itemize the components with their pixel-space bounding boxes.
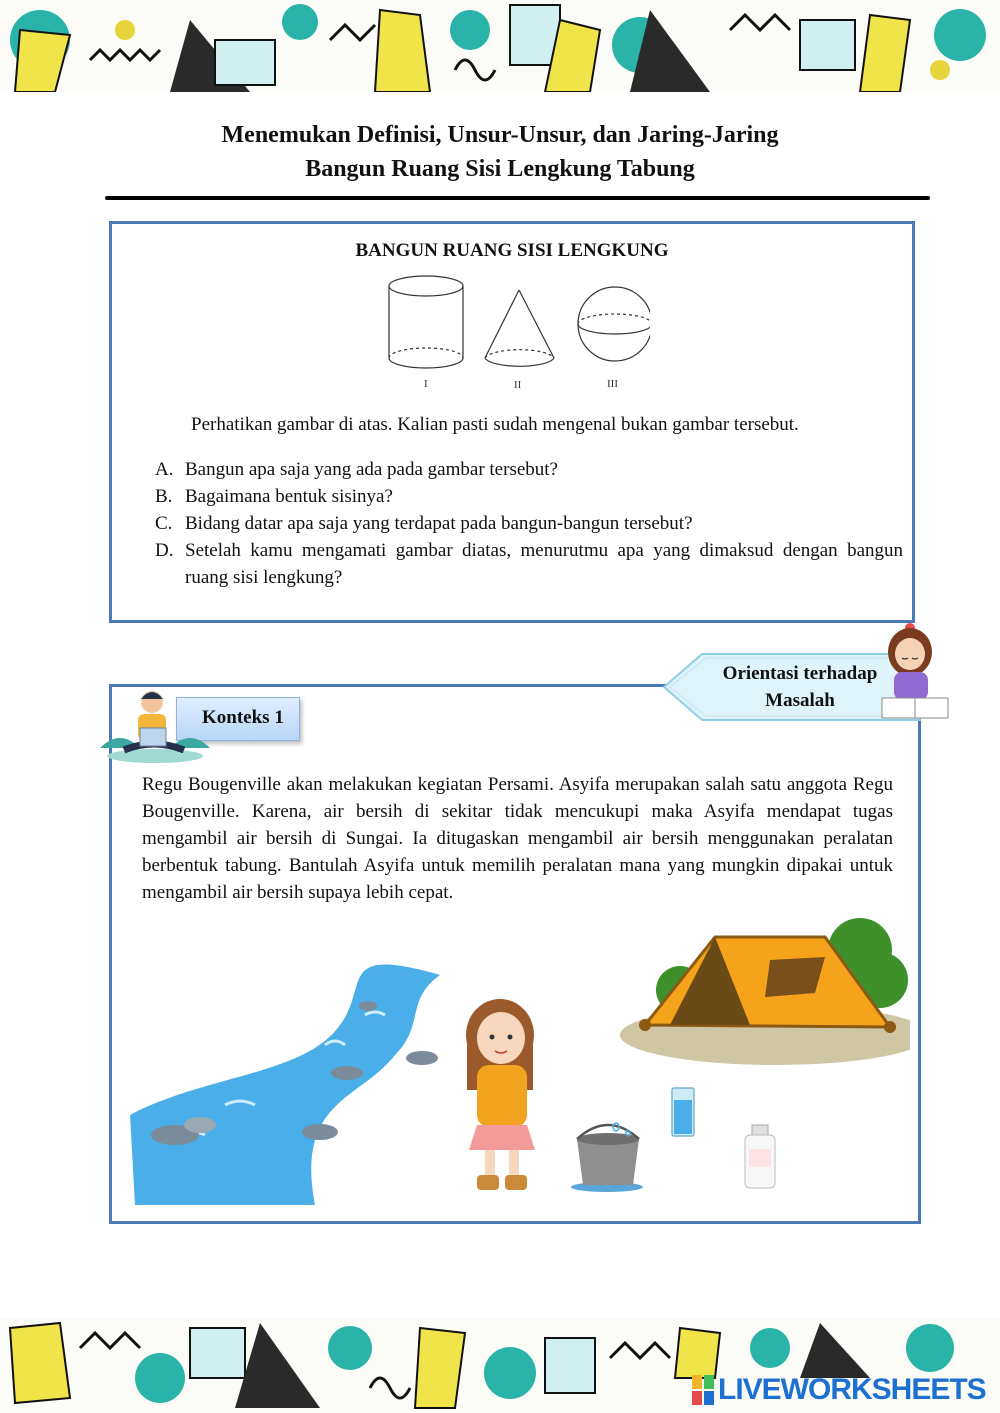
question-letter: D. [155, 540, 174, 561]
bucket-illustration [571, 1123, 643, 1192]
liveworksheets-logo-icon [692, 1375, 714, 1405]
decorative-header-band [0, 0, 1000, 92]
liveworksheets-watermark [692, 1372, 986, 1408]
question-letter: A. [155, 459, 174, 480]
title-line-1: Menemukan Definisi, Unsur-Unsur, dan Jaring-Jaring [221, 122, 779, 148]
question-list [155, 456, 903, 591]
title-line-2: Bangun Ruang Sisi Lengkung Tabung [305, 156, 695, 182]
question-item [155, 483, 903, 510]
glass-of-water-illustration [672, 1088, 694, 1136]
orientation-line-2: Masalah [765, 690, 835, 711]
cylinder-figure [389, 276, 463, 368]
question-letter: B. [155, 486, 173, 507]
girl-asyifa-illustration [466, 999, 535, 1190]
orientation-line-1: Orientasi terhadap [722, 663, 878, 684]
curved-solids-heading: BANGUN RUANG SISI LENGKUNG [355, 240, 669, 261]
river-illustration [130, 965, 440, 1205]
intro-paragraph: Perhatikan gambar di atas. Kalian pasti sudah mengenal bukan gambar tersebut. [191, 414, 799, 435]
question-text: Bangun apa saja yang ada pada gambar tersebut? [185, 459, 558, 480]
title-divider [105, 196, 930, 200]
shape-label-1: I [424, 378, 428, 390]
orientation-label [705, 660, 895, 714]
watermark-text: LIVEWORKSHEETS [718, 1373, 986, 1406]
shape-label-2: II [514, 379, 522, 391]
question-letter: C. [155, 513, 173, 534]
question-text: Bagaimana bentuk sisinya? [185, 486, 393, 507]
shape-label-3: III [607, 378, 618, 390]
girl-reading-illustration [874, 622, 954, 722]
context-label: Konteks 1 [202, 707, 284, 728]
camping-scene-illustration [125, 905, 910, 1205]
context-story: Regu Bougenville akan melakukan kegiatan Persami. Asyifa merupakan salah satu anggota Regu Bougenville. Karena, air bersih di sekitar tidak mencukupi maka Asyifa mendapat tugas mengambil air bersih di Sungai. Ia ditugaskan mengambil air bersih menggunakan peralatan berbentuk tabung. Bantulah Asyifa untuk memilih peralatan mana yang mungkin dipakai untuk mengambil air bersih supaya lebih cepat. [142, 774, 893, 903]
cone-figure [485, 290, 554, 366]
question-text: Setelah kamu mengamati gambar diatas, menurutmu apa yang dimaksud dengan bangun ruang sisi lengkung? [185, 540, 903, 588]
question-item [155, 456, 903, 483]
question-item [155, 537, 903, 591]
memphis-pattern-top [0, 0, 1000, 92]
page-title [0, 118, 1000, 186]
sphere-figure [578, 287, 650, 361]
bottle-illustration [745, 1125, 775, 1188]
question-text: Bidang datar apa saja yang terdapat pada bangun-bangun tersebut? [185, 513, 693, 534]
tent-illustration [620, 918, 910, 1065]
curved-solids-figure [380, 272, 650, 394]
question-item [155, 510, 903, 537]
boy-laptop-illustration [100, 686, 210, 766]
